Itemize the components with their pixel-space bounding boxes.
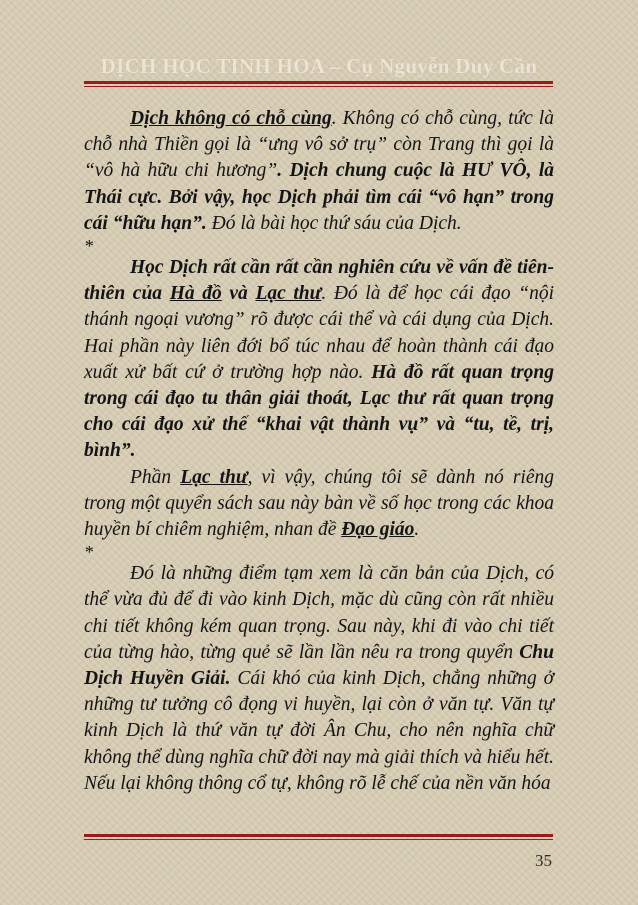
p2-ha-do: Hà đồ [169,283,222,305]
p1-text-end: Đó là bài học thứ sáu của Dịch. [206,212,462,234]
p3-text-b: , vì vậy, chúng tôi sẽ dành nó riêng trong một quyển sách sau này bàn về số học trong các khoa huyền bí chiêm nghiệm, nhan đề [84,466,555,541]
running-header: DỊCH HỌC TINH HOA – Cụ Nguyễn Duy Cần [100,54,538,78]
p3-lac-thu: Lạc thư [180,466,248,488]
page-number: 35 [535,851,552,870]
paragraph-3 [84,465,554,544]
p3-text-a: Phần [130,466,181,488]
p2-text: . Đó là để học cái đạo “nội thánh ngoại vương” rõ được cái thể và cái dụng của Dịch. Hai phần này liên đới bổ túc nhau để hoàn thành cái đạo xuất xử bất cứ ở trường hợp nào. [84,283,555,383]
section-separator-2: * [84,542,93,563]
body-text [84,106,554,797]
paragraph-1 [84,106,554,237]
p1-emphasis-underline: Dịch không có chỗ cùng [130,108,332,129]
p1-text: . Không có chỗ cùng, tức là chỗ nhà Thiền gọi là “ưng vô sở trụ” còn Trang thì gọi là “vô hà hữu chi hương” [84,108,554,182]
paragraph-4 [84,561,554,797]
p2-and: và [221,283,256,305]
p2-emphasis-a: Học Dịch rất cần rất cần nghiên cứu về vấn đề tiên-thiên của [84,257,554,305]
p1-emphasis: . Dịch chung cuộc là HƯ VÔ, là Thái cực. Bởi vậy, học Dịch phải tìm cái “vô hạn” trong cái “hữu hạn”. [84,160,554,234]
p2-emphasis-b: Hà đồ rất quan trọng trong cái đạo tu thân giải thoát, Lạc thư rất quan trọng cho cái đạo xử thế “khai vật thành vụ” và “tu, tề, trị, bình”. [84,361,555,462]
footer-rule [84,834,553,840]
p4-text-a: Đó là những điểm tạm xem là căn bản của Dịch, có thể vừa đủ để đi vào kinh Dịch, mặc dù cũng còn rất nhiều chi tiết không kém quan trọng. Sau này, khi đi vào chi tiết của từng hào, từng quẻ sẽ lần lần nêu ra trong quyển [84,563,554,663]
p3-dao-giao: Đạo giáo [341,519,415,541]
p4-book-title: Chu Dịch Huyền Giải. [84,641,554,690]
p4-text-b: Cái khó của kinh Dịch, chẳng những ở những tư tưởng cô đọng vi huyền, lại còn ở văn tự. Văn tự kinh Dịch là thứ văn tự đời Ân Chu, cho nên nghĩa chữ không thể dùng nghĩa chữ đời nay mà giải thích và hiểu hết. Nếu lại không thông cổ tự, không rõ lễ chế của nền văn hóa [84,668,554,794]
paragraph-2 [84,255,554,465]
header-rule [84,81,553,87]
section-separator: * [84,236,93,257]
p2-lac-thu: Lạc thư [255,283,322,305]
p3-text-end: . [414,519,420,541]
